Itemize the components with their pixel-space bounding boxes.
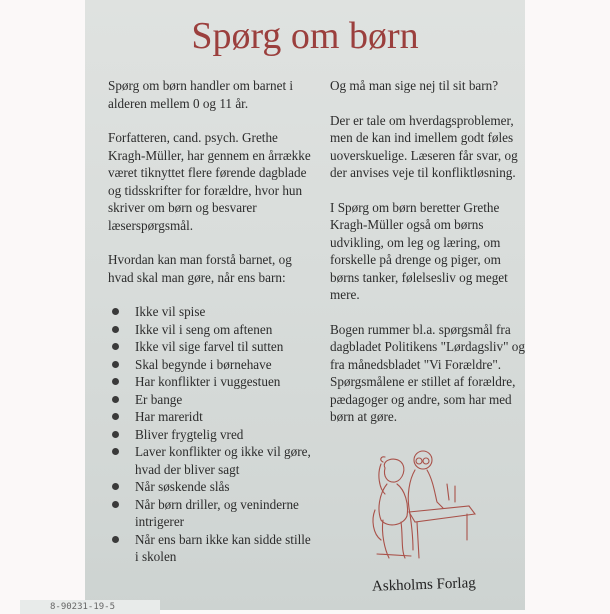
list-item: Ikke vil spise xyxy=(108,303,313,321)
book-back-cover xyxy=(85,0,525,610)
bullet-icon xyxy=(112,378,119,385)
author-paragraph: Forfatteren, cand. psych. Grethe Kragh-Müller, har gennem en årrække været tiknyttet flere førende dagblade og tidsskrifter for forældre, hvor hun skriver om børn og besvarer læserspørgsmål. xyxy=(108,130,311,233)
bullet-icon xyxy=(112,343,119,350)
list-item: Bliver frygtelig vred xyxy=(108,426,313,444)
bullet-icon xyxy=(112,431,119,438)
list-item: Har konflikter i vuggestuen xyxy=(108,373,313,391)
bullet-icon xyxy=(112,396,119,403)
bullet-icon xyxy=(112,536,119,543)
list-item: Har mareridt xyxy=(108,408,313,426)
list-item: Skal begynde i børnehave xyxy=(108,356,313,374)
content-paragraph: I Spørg om børn beretter Grethe Kragh-Müller også om børns udvikling, om leg og læring, om forskelle på drenge og piger, om børns tanker, følelsesliv og meget mere. xyxy=(330,199,508,302)
question-paragraph: Hvordan kan man forstå barnet, og hvad skal man gøre, når ens barn: xyxy=(108,252,292,285)
right-column xyxy=(330,77,525,443)
bullet-icon xyxy=(112,483,119,490)
list-item: Er bange xyxy=(108,391,313,409)
intro-paragraph: Spørg om børn handler om barnet i alderen mellem 0 og 11 år. xyxy=(108,78,294,111)
list-item: Ikke vil i seng om aftenen xyxy=(108,321,313,339)
topic-list xyxy=(108,303,313,566)
isbn-sticker: 8-90231-19-5 xyxy=(20,600,160,614)
list-item: Når ens barn ikke kan sidde stille i skolen xyxy=(108,531,313,566)
bullet-icon xyxy=(112,308,119,315)
list-item: Laver konflikter og ikke vil gøre, hvad der bliver sagt xyxy=(108,443,313,478)
book-title: Spørg om børn xyxy=(191,15,419,57)
sources-paragraph: Bogen rummer bl.a. spørgsmål fra dagbladet Politikens "Lørdagsliv" og fra månedsbladet "Vi Forældre". Spørgsmålene er stillet af forældre, pædagoger og andre, som har med børn at gøre. xyxy=(330,321,525,424)
bullet-icon xyxy=(112,413,119,420)
bullet-icon xyxy=(112,448,119,455)
publisher-name: Askholms Forlag xyxy=(371,575,476,595)
bullet-icon xyxy=(112,361,119,368)
bullet-icon xyxy=(112,326,119,333)
children-sketch-illustration xyxy=(363,450,483,570)
list-item: Når børn driller, og veninderne intrigerer xyxy=(108,496,313,531)
list-item: Når søskende slås xyxy=(108,478,313,496)
list-item: Ikke vil sige farvel til sutten xyxy=(108,338,313,356)
bullet-icon xyxy=(112,501,119,508)
left-column xyxy=(108,77,313,566)
question-paragraph: Og må man sige nej til sit barn? xyxy=(330,78,499,93)
problems-paragraph: Der er tale om hverdagsproblemer, men de kan ind imellem godt føles uoverskuelige. Læseren får svar, og der anvises veje til konfliktløsning. xyxy=(330,112,518,180)
